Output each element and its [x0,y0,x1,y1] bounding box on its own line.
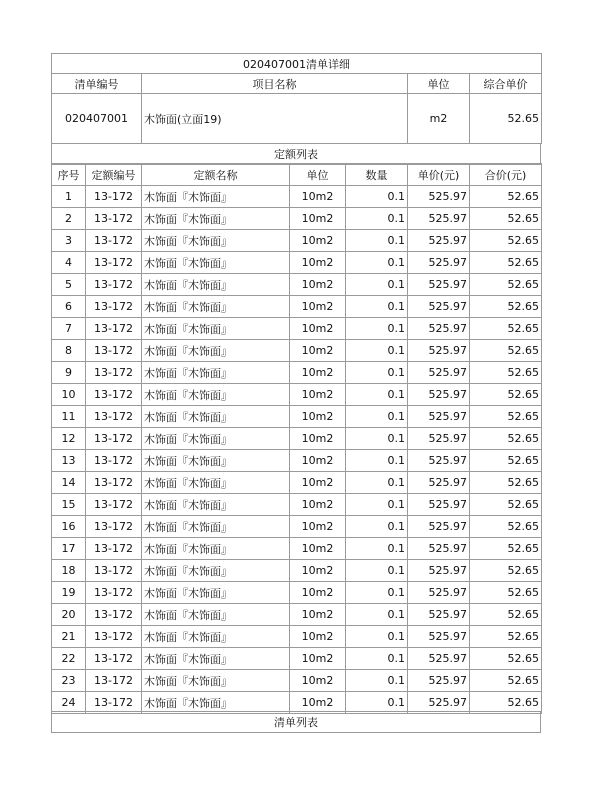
row-code: 13-172 [86,274,142,296]
row-qty: 0.1 [346,626,408,648]
row-total: 52.65 [470,252,542,274]
header-code: 清单编号 [52,74,142,94]
table-row [52,626,542,648]
row-code: 13-172 [86,604,142,626]
row-unit-price: 525.97 [408,670,470,692]
row-qty: 0.1 [346,296,408,318]
row-code: 13-172 [86,450,142,472]
quota-section-header [51,143,541,165]
row-unit-price: 525.97 [408,626,470,648]
row-qty: 0.1 [346,560,408,582]
col-total: 合价(元) [470,164,542,186]
row-qty: 0.1 [346,406,408,428]
item-unit: m2 [408,94,470,144]
row-qty: 0.1 [346,648,408,670]
col-code: 定额编号 [86,164,142,186]
row-name: 木饰面『木饰面』 [142,692,290,714]
row-unit-price: 525.97 [408,428,470,450]
row-total: 52.65 [470,472,542,494]
page-title: 020407001清单详细 [52,54,542,74]
row-name: 木饰面『木饰面』 [142,494,290,516]
row-total: 52.65 [470,692,542,714]
row-total: 52.65 [470,582,542,604]
row-seq: 5 [52,274,86,296]
row-name: 木饰面『木饰面』 [142,670,290,692]
row-qty: 0.1 [346,538,408,560]
header-name: 项目名称 [142,74,408,94]
table-row [52,494,542,516]
row-unit: 10m2 [290,384,346,406]
row-unit-price: 525.97 [408,538,470,560]
table-row [52,230,542,252]
row-unit-price: 525.97 [408,472,470,494]
item-name: 木饰面(立面19) [142,94,408,144]
row-name: 木饰面『木饰面』 [142,582,290,604]
row-unit-price: 525.97 [408,252,470,274]
row-seq: 12 [52,428,86,450]
row-total: 52.65 [470,450,542,472]
row-total: 52.65 [470,560,542,582]
row-qty: 0.1 [346,252,408,274]
row-total: 52.65 [470,362,542,384]
row-name: 木饰面『木饰面』 [142,384,290,406]
quota-header-row [52,164,542,186]
row-name: 木饰面『木饰面』 [142,274,290,296]
row-total: 52.65 [470,604,542,626]
row-code: 13-172 [86,230,142,252]
row-unit-price: 525.97 [408,274,470,296]
col-unit: 单位 [290,164,346,186]
row-code: 13-172 [86,472,142,494]
row-seq: 11 [52,406,86,428]
row-name: 木饰面『木饰面』 [142,428,290,450]
row-name: 木饰面『木饰面』 [142,538,290,560]
row-total: 52.65 [470,406,542,428]
row-code: 13-172 [86,538,142,560]
row-qty: 0.1 [346,670,408,692]
quota-section-title: 定额列表 [52,144,541,165]
table-row [52,516,542,538]
row-unit-price: 525.97 [408,648,470,670]
col-seq: 序号 [52,164,86,186]
row-unit: 10m2 [290,362,346,384]
row-seq: 15 [52,494,86,516]
row-unit-price: 525.97 [408,582,470,604]
row-unit-price: 525.97 [408,230,470,252]
row-unit: 10m2 [290,208,346,230]
row-code: 13-172 [86,362,142,384]
table-row [52,648,542,670]
bill-list-footer [51,711,541,733]
row-unit: 10m2 [290,406,346,428]
row-code: 13-172 [86,582,142,604]
col-name: 定额名称 [142,164,290,186]
table-row [52,208,542,230]
header-unit: 单位 [408,74,470,94]
row-seq: 13 [52,450,86,472]
row-code: 13-172 [86,494,142,516]
row-qty: 0.1 [346,340,408,362]
row-unit: 10m2 [290,670,346,692]
row-qty: 0.1 [346,450,408,472]
row-unit: 10m2 [290,274,346,296]
row-unit: 10m2 [290,604,346,626]
row-qty: 0.1 [346,318,408,340]
row-qty: 0.1 [346,582,408,604]
row-name: 木饰面『木饰面』 [142,648,290,670]
row-unit-price: 525.97 [408,406,470,428]
row-total: 52.65 [470,670,542,692]
row-unit: 10m2 [290,648,346,670]
row-unit-price: 525.97 [408,604,470,626]
row-unit-price: 525.97 [408,692,470,714]
row-seq: 17 [52,538,86,560]
row-seq: 20 [52,604,86,626]
row-code: 13-172 [86,340,142,362]
row-total: 52.65 [470,318,542,340]
row-unit: 10m2 [290,494,346,516]
table-row [52,604,542,626]
row-name: 木饰面『木饰面』 [142,230,290,252]
row-qty: 0.1 [346,692,408,714]
row-qty: 0.1 [346,494,408,516]
row-seq: 1 [52,186,86,208]
row-seq: 3 [52,230,86,252]
row-qty: 0.1 [346,604,408,626]
row-code: 13-172 [86,516,142,538]
row-seq: 18 [52,560,86,582]
row-qty: 0.1 [346,384,408,406]
row-name: 木饰面『木饰面』 [142,318,290,340]
row-total: 52.65 [470,186,542,208]
row-code: 13-172 [86,626,142,648]
table-row [52,340,542,362]
row-total: 52.65 [470,384,542,406]
table-row [52,384,542,406]
row-code: 13-172 [86,670,142,692]
row-name: 木饰面『木饰面』 [142,560,290,582]
row-qty: 0.1 [346,516,408,538]
row-qty: 0.1 [346,208,408,230]
table-row [52,252,542,274]
row-unit: 10m2 [290,230,346,252]
row-code: 13-172 [86,560,142,582]
row-total: 52.65 [470,274,542,296]
row-name: 木饰面『木饰面』 [142,362,290,384]
row-name: 木饰面『木饰面』 [142,406,290,428]
row-qty: 0.1 [346,186,408,208]
row-code: 13-172 [86,428,142,450]
row-total: 52.65 [470,296,542,318]
row-seq: 16 [52,516,86,538]
row-code: 13-172 [86,318,142,340]
table-row [52,472,542,494]
row-total: 52.65 [470,648,542,670]
row-seq: 8 [52,340,86,362]
row-seq: 19 [52,582,86,604]
row-unit-price: 525.97 [408,362,470,384]
item-price: 52.65 [470,94,542,144]
row-name: 木饰面『木饰面』 [142,208,290,230]
table-row [52,670,542,692]
row-seq: 10 [52,384,86,406]
table-row [52,450,542,472]
table-row [52,406,542,428]
row-name: 木饰面『木饰面』 [142,296,290,318]
row-unit: 10m2 [290,626,346,648]
row-code: 13-172 [86,208,142,230]
row-unit-price: 525.97 [408,516,470,538]
row-unit: 10m2 [290,428,346,450]
row-seq: 4 [52,252,86,274]
row-seq: 22 [52,648,86,670]
row-total: 52.65 [470,626,542,648]
bill-summary-table [51,53,542,144]
row-name: 木饰面『木饰面』 [142,626,290,648]
table-row [52,582,542,604]
table-row [52,318,542,340]
row-name: 木饰面『木饰面』 [142,252,290,274]
row-total: 52.65 [470,340,542,362]
table-row [52,428,542,450]
row-code: 13-172 [86,406,142,428]
row-name: 木饰面『木饰面』 [142,472,290,494]
item-code: 020407001 [52,94,142,144]
row-unit: 10m2 [290,450,346,472]
row-unit-price: 525.97 [408,208,470,230]
row-unit-price: 525.97 [408,296,470,318]
row-unit: 10m2 [290,538,346,560]
row-seq: 9 [52,362,86,384]
row-unit-price: 525.97 [408,560,470,582]
row-qty: 0.1 [346,428,408,450]
row-unit: 10m2 [290,516,346,538]
row-unit: 10m2 [290,252,346,274]
row-code: 13-172 [86,186,142,208]
row-total: 52.65 [470,230,542,252]
table-row [52,538,542,560]
table-row [52,186,542,208]
row-total: 52.65 [470,538,542,560]
row-seq: 6 [52,296,86,318]
row-name: 木饰面『木饰面』 [142,604,290,626]
row-code: 13-172 [86,648,142,670]
row-code: 13-172 [86,692,142,714]
row-total: 52.65 [470,516,542,538]
row-qty: 0.1 [346,362,408,384]
table-row [52,274,542,296]
row-code: 13-172 [86,384,142,406]
row-name: 木饰面『木饰面』 [142,450,290,472]
col-unit-price: 单价(元) [408,164,470,186]
row-seq: 23 [52,670,86,692]
row-unit: 10m2 [290,318,346,340]
row-unit-price: 525.97 [408,450,470,472]
row-code: 13-172 [86,252,142,274]
col-qty: 数量 [346,164,408,186]
row-unit: 10m2 [290,296,346,318]
row-seq: 24 [52,692,86,714]
row-name: 木饰面『木饰面』 [142,516,290,538]
row-unit-price: 525.97 [408,340,470,362]
row-qty: 0.1 [346,274,408,296]
row-qty: 0.1 [346,230,408,252]
row-unit: 10m2 [290,582,346,604]
table-row [52,560,542,582]
row-unit: 10m2 [290,692,346,714]
row-seq: 2 [52,208,86,230]
table-row [52,296,542,318]
table-row [52,362,542,384]
row-seq: 14 [52,472,86,494]
row-unit-price: 525.97 [408,384,470,406]
row-unit: 10m2 [290,472,346,494]
row-unit: 10m2 [290,340,346,362]
row-total: 52.65 [470,494,542,516]
row-name: 木饰面『木饰面』 [142,340,290,362]
row-total: 52.65 [470,208,542,230]
row-unit: 10m2 [290,186,346,208]
row-total: 52.65 [470,428,542,450]
row-unit-price: 525.97 [408,494,470,516]
header-price: 综合单价 [470,74,542,94]
row-seq: 7 [52,318,86,340]
row-unit: 10m2 [290,560,346,582]
row-unit-price: 525.97 [408,318,470,340]
row-unit-price: 525.97 [408,186,470,208]
row-code: 13-172 [86,296,142,318]
row-name: 木饰面『木饰面』 [142,186,290,208]
quota-table [51,163,542,714]
row-seq: 21 [52,626,86,648]
row-qty: 0.1 [346,472,408,494]
footer-title: 清单列表 [52,712,541,733]
